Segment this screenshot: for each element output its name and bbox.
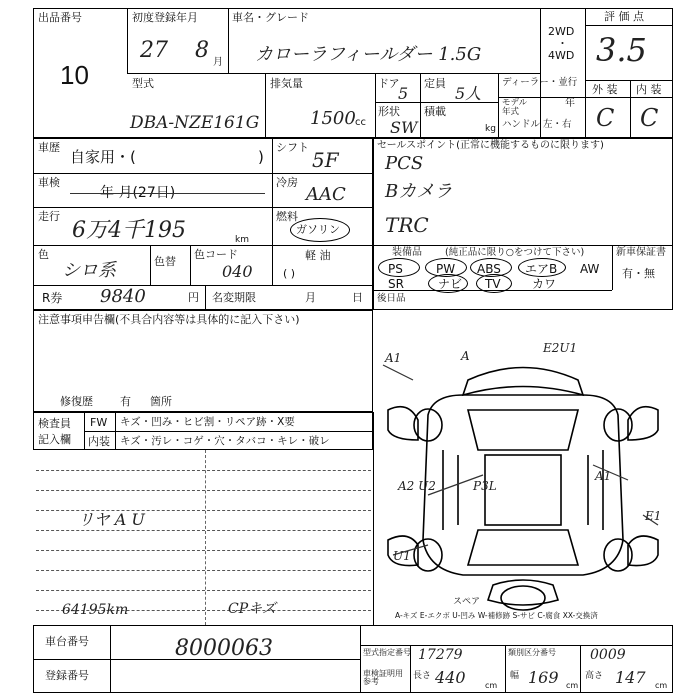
aftermarket-label: 後日品: [377, 293, 406, 304]
equip-abs: ABS: [477, 262, 501, 276]
kg-unit: kg: [485, 124, 496, 134]
height-unit: cm: [655, 681, 668, 690]
drive-4wd: 4WD: [548, 49, 575, 62]
inspector-label-1: 検査員: [38, 417, 71, 430]
score-label: 評 価 点: [604, 10, 644, 23]
displacement: 1500: [310, 108, 356, 129]
doors: 5: [398, 84, 409, 103]
type-cert-label: 型式指定番号: [363, 648, 411, 657]
equip-tv: TV: [485, 277, 501, 291]
drive-dot: ・: [557, 37, 568, 50]
lot-label: 出品番号: [38, 11, 82, 24]
length: 440: [435, 668, 466, 687]
car-name-label: 車名・グレード: [232, 11, 309, 24]
history-label: 車歴: [38, 141, 60, 154]
ac-label: 冷房: [276, 176, 298, 189]
recycle: 9840: [100, 286, 146, 307]
equip-leather: カワ: [532, 277, 557, 291]
handwritten-rear: リヤ A U: [78, 510, 145, 529]
model-year-label: モデル年式: [502, 98, 528, 117]
interior-short-label: 内装: [88, 435, 110, 448]
car-diagram: [373, 340, 673, 630]
mileage-label: 走行: [38, 210, 60, 223]
history-close: ): [258, 148, 264, 166]
repair-value: 有: [120, 395, 131, 408]
sales-point-2: Bカメラ: [385, 181, 453, 202]
repair-label: 修復歴: [60, 395, 93, 408]
fuel-label: 燃料: [276, 210, 298, 223]
damage-mark-3: A2 U2: [398, 479, 436, 493]
shift: 5F: [312, 148, 339, 172]
color-code-label: 色コード: [194, 248, 238, 261]
handwritten-cp: CPキズ: [228, 601, 276, 617]
fuel-gasoline: ガソリン: [296, 223, 340, 236]
color-label: 色: [38, 248, 49, 261]
model: DBA-NZE161G: [130, 113, 260, 133]
name-change-month: 月: [305, 291, 316, 304]
drive-2wd: 2WD: [548, 25, 575, 38]
height-label: 高さ: [585, 671, 604, 681]
color-code: 040: [222, 262, 253, 281]
equip-circle-tv: [476, 274, 512, 293]
notes-label: 注意事項申告欄(不具合内容等は具体的に記入下さい): [38, 313, 300, 326]
equip-navi: ナビ: [438, 277, 463, 291]
recycle-label: R券: [42, 291, 63, 305]
damage-mark-2: E2U1: [543, 341, 578, 355]
capacity: 5人: [455, 84, 482, 103]
fw-text: キズ・凹み・ヒビ割・リペア跡・X要: [120, 416, 295, 428]
spare-label: スペア: [453, 597, 481, 607]
capacity-label: 定員: [424, 77, 446, 90]
equipment-label: 装備品: [392, 247, 422, 258]
displacement-label: 排気量: [270, 77, 303, 90]
equipment-note: (純正品に限り○をつけて下さい): [445, 247, 585, 258]
km-unit: km: [235, 235, 249, 245]
reg-label: 登録番号: [45, 669, 89, 682]
fw-label: FW: [90, 416, 108, 429]
damage-mark-7: U1: [393, 549, 411, 563]
month-unit: 月: [213, 57, 223, 68]
doors-label: ドア: [378, 77, 400, 90]
category-label: 類別区分番号: [508, 648, 556, 657]
shape: SW: [390, 118, 418, 137]
history-value: 自家用・(: [70, 148, 136, 166]
damage-mark-6: E1: [645, 509, 662, 523]
interior-text: キズ・汚レ・コゲ・穴・タバコ・キレ・破レ: [120, 435, 330, 447]
inspector-label-2: 記入欄: [38, 433, 71, 446]
load-label: 積載: [424, 105, 446, 118]
first-reg-month: 8: [195, 38, 209, 63]
length-unit: cm: [485, 681, 498, 690]
sales-point-3: TRC: [385, 213, 429, 237]
warranty-label: 新車保証書: [616, 247, 666, 258]
fuel-gasoline-circle: [290, 218, 350, 242]
equip-circle-navi: [428, 274, 468, 293]
model-label: 型式: [132, 77, 154, 90]
type-cert: 17279: [418, 647, 463, 663]
fuel-paren: ( ): [283, 267, 296, 280]
cc-unit: cc: [355, 117, 366, 128]
inspection-value: 年 月(27日): [100, 185, 176, 201]
handle-label: ハンドル 左・右: [502, 119, 572, 130]
equip-circle-ps: [378, 258, 420, 277]
first-reg-year: 27: [140, 38, 168, 63]
color: シロ系: [62, 260, 116, 281]
width-label: 幅: [510, 671, 520, 681]
width-unit: cm: [566, 681, 579, 690]
warranty-value: 有・無: [622, 267, 655, 280]
equip-ps: PS: [388, 262, 403, 276]
equip-circle-airbag: [518, 258, 566, 277]
chassis: 8000063: [175, 636, 273, 661]
cert-label: 車検証明用参考: [363, 669, 403, 686]
interior-label: 内 装: [636, 83, 662, 96]
equip-aw: AW: [580, 262, 600, 276]
damage-mark-5: A1: [595, 469, 612, 483]
sales-points-label: セールスポイント(正常に機能するものに限ります): [377, 140, 604, 151]
exterior-label: 外 装: [592, 83, 618, 96]
mileage: 6万4千195: [72, 218, 186, 243]
shift-label: シフト: [276, 141, 309, 154]
yen-unit: 円: [188, 291, 199, 304]
equip-airbag: エアB: [525, 262, 558, 276]
chassis-label: 車台番号: [45, 635, 89, 648]
name-change-label: 名変期限: [212, 291, 256, 304]
fuel-diesel: 軽 油: [305, 249, 331, 262]
length-label: 長さ: [413, 671, 432, 681]
repair-place: 箇所: [150, 395, 172, 408]
first-reg-label: 初度登録年月: [132, 11, 198, 24]
damage-mark-4: P3L: [473, 479, 497, 493]
name-change-day: 日: [352, 291, 363, 304]
car-name: カローラフィールダー 1.5G: [255, 44, 482, 65]
damage-mark-8: A1: [385, 351, 402, 365]
width: 169: [528, 668, 559, 687]
interior-grade: C: [640, 104, 659, 132]
ac: AAC: [306, 184, 346, 205]
score: 3.5: [596, 31, 647, 69]
sales-point-1: PCS: [385, 153, 424, 174]
year-unit: 年: [565, 98, 575, 109]
lot-number: 10: [60, 60, 89, 90]
equip-sr: SR: [388, 277, 404, 291]
inspection-label: 車検: [38, 176, 60, 189]
equip-pw: PW: [436, 262, 456, 276]
category: 0009: [590, 647, 626, 663]
height: 147: [615, 668, 646, 687]
dealer-label: ディーラー・並行: [502, 77, 578, 88]
exterior-grade: C: [596, 104, 615, 132]
damage-legend: A-キズ E-エクボ U-凹み W-補修跡 S-サビ C-腐食 XX-交換済: [395, 611, 598, 620]
shape-label: 形状: [378, 105, 400, 118]
handwritten-mileage: 64195km: [62, 602, 129, 618]
color-change-label: 色替: [154, 255, 176, 268]
damage-mark-1: A: [461, 349, 470, 363]
